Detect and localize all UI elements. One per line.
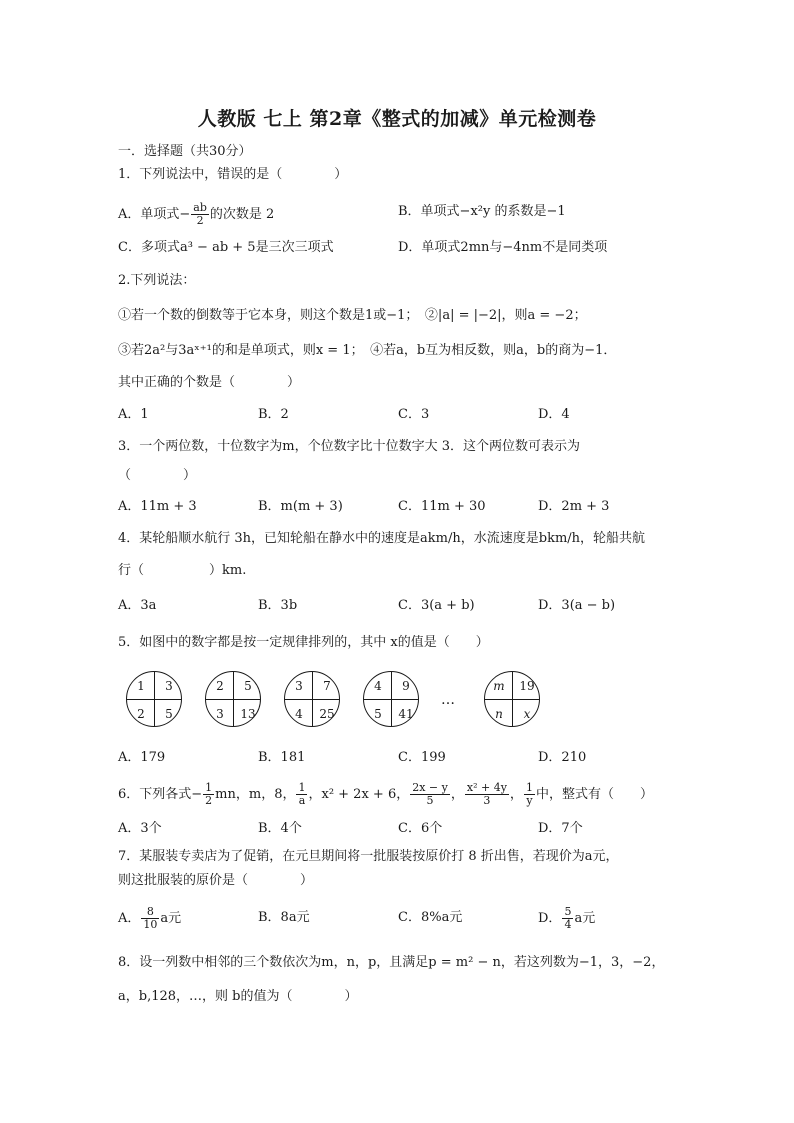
q6-option-b: B．4个 [258,821,302,836]
circle-cell: 7 [323,679,331,693]
circle-cell: m [493,679,505,693]
q5-option-b: B．181 [258,750,306,765]
question-8-stem-cont: a，b,128，…，则 b的值为（ ） [118,989,358,1004]
q2-statement-3-4: ③若2a²与3aˣ⁺¹的和是单项式，则x = 1； ④若a，b互为相反数，则a，b的商为−1． [118,343,617,358]
q4-option-c: C．3(a + b) [398,598,475,613]
circle-cell: 5 [165,707,173,721]
q3-option-a: A．11m + 3 [118,499,197,514]
question-4-stem: 4．某轮船顺水航行 3h，已知轮船在静水中的速度是akm/h，水流速度是bkm/h，轮船共航 [118,531,646,546]
pattern-circle-4 [363,671,419,727]
q3-option-b: B．m(m + 3) [258,499,343,514]
q5-option-c: C．199 [398,750,446,765]
circle-cell: 3 [295,679,303,693]
circle-cell: 4 [374,679,382,693]
q2-option-a: A．1 [118,407,149,422]
q4-option-a: A．3a [118,598,157,613]
q1-option-b: B．单项式−x²y 的系数是−1 [398,204,566,219]
question-6-stem: 6．下列各式− $\frac{1}{2}$ mn，m，8， $\frac{1}{a}$ ，x² + 2x + 6， $\frac{2x - y}{5}$ ， $\frac{\text{x² + 4y}}{3}$ ， $\frac{1}{y}$ 中，整式有（ ） [118,781,653,807]
question-7-stem-cont: 则这批服装的原价是（ ） [118,873,314,888]
pattern-circle-2 [205,671,261,727]
circle-cell: 3 [165,679,173,693]
q7-option-b: B．8a元 [258,910,310,925]
circle-cell: n [495,707,503,721]
circle-cell: 1 [137,679,145,693]
circle-cell: 5 [374,707,382,721]
q1-option-a: A．单项式− $\frac{ab}{2}$ 的次数是 2 [118,201,275,227]
question-8-stem: 8．设一列数中相邻的三个数依次为m，n，p，且满足p = m² − n，若这列数为−1，3，−2， [118,955,665,970]
section-heading: 一．选择题（共30分） [118,144,252,159]
q3-answer-paren: （ ） [118,468,197,483]
question-7-stem: 7．某服装专卖店为了促销，在元旦期间将一批服装按原价打 8 折出售，若现价为a元， [118,849,619,864]
circle-cell: 2 [216,679,224,693]
q6-option-c: C．6个 [398,821,443,836]
q7-option-c: C．8%a元 [398,910,463,925]
circle-cell: 19 [519,679,535,693]
question-2-stem: 2.下列说法： [118,273,196,288]
q6-option-d: D．7个 [538,821,583,836]
q3-option-c: C．11m + 30 [398,499,486,514]
question-3-stem: 3．一个两位数，十位数字为m，个位数字比十位数字大 3．这个两位数可表示为 [118,439,581,454]
pattern-circle-1 [126,671,182,727]
circle-cell: 13 [240,707,256,721]
q4-option-b: B．3b [258,598,298,613]
q2-option-b: B．2 [258,407,289,422]
q5-option-d: D．210 [538,750,587,765]
q7-option-d: D． $\frac{5}{4}$ a元 [538,905,596,931]
q4-option-d: D．3(a − b) [538,598,616,613]
circle-cell: 41 [398,707,414,721]
question-1-stem: 1．下列说法中，错误的是（ ） [118,167,348,182]
q2-option-d: D．4 [538,407,570,422]
circle-cell: x [523,707,531,721]
pattern-circle-3 [284,671,340,727]
q5-option-a: A．179 [118,750,166,765]
ellipsis: … [441,692,455,708]
page-title: 人教版 七上 第2章《整式的加减》单元检测卷 [197,108,597,130]
question-5-stem: 5．如图中的数字都是按一定规律排列的，其中 x的值是（ ） [118,635,489,650]
fraction: $\frac{ab}{2}$ [193,201,207,227]
q2-question: 其中正确的个数是（ ） [118,375,301,390]
circle-cell: 9 [402,679,410,693]
circle-cell: 25 [319,707,335,721]
q3-option-d: D．2m + 3 [538,499,610,514]
q1-option-c: C．多项式a³ − ab + 5是三次三项式 [118,240,334,255]
circle-cell: 4 [295,707,303,721]
circle-cell: 5 [244,679,252,693]
pattern-circle-5 [484,671,540,727]
q1-option-d: D．单项式2mn与−4nm不是同类项 [398,240,608,255]
q2-option-c: C．3 [398,407,430,422]
q6-option-a: A．3个 [118,821,162,836]
q2-statement-1-2: ①若一个数的倒数等于它本身，则这个数是1或−1； ②|a| = |−2|，则a = −2； [118,308,587,323]
question-4-stem-cont: 行（ ）km. [118,563,247,578]
q7-option-a: A． $\frac{8}{10}$ a元 [118,905,182,931]
circle-cell: 3 [216,707,224,721]
circle-cell: 2 [137,707,145,721]
